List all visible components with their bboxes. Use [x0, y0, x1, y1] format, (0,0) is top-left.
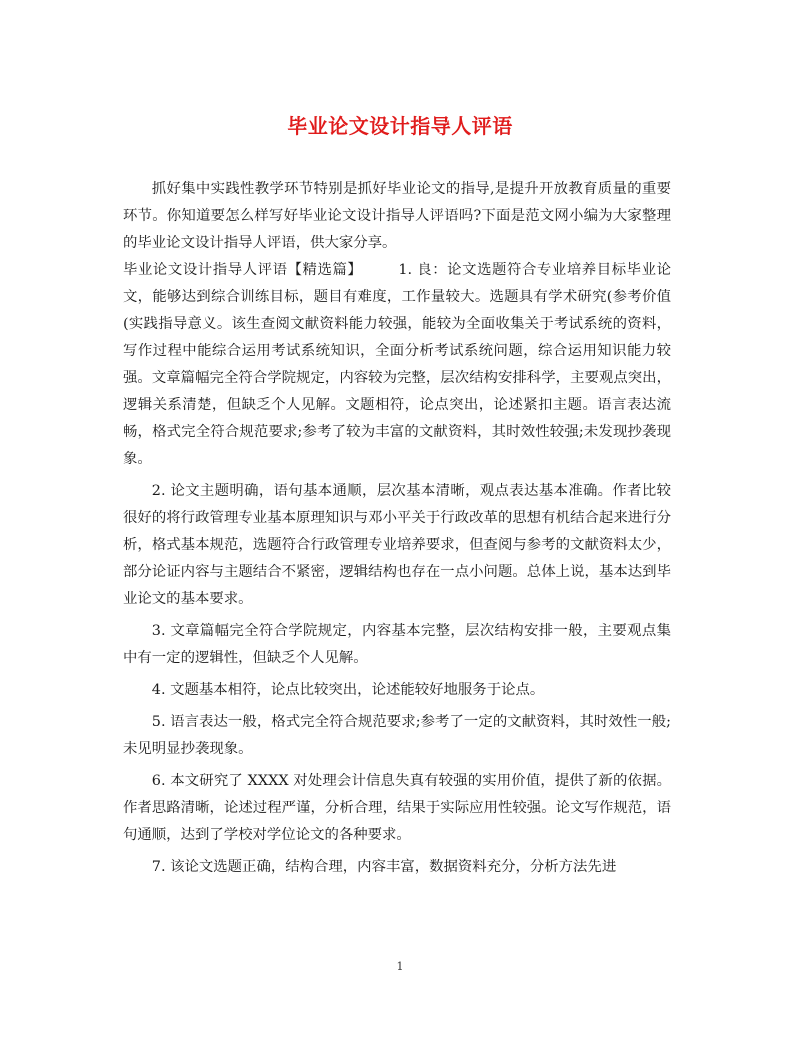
- list-item-3: 3. 文章篇幅完全符合学院规定，内容基本完整，层次结构安排一般，主要观点集中有一定的逻辑性，但缺乏个人见解。: [123, 623, 671, 666]
- section-paragraph: [123, 257, 671, 473]
- list-item-4: 4. 文题基本相符，论点比较突出，论述能较好地服务于论点。: [151, 682, 545, 698]
- page-title: 毕业论文设计指导人评语: [287, 114, 513, 138]
- document-body: [123, 176, 671, 881]
- list-item-2: 2. 论文主题明确，语句基本通顺，层次基本清晰，观点表达基本准确。作者比较很好的将行政管理专业基本原理知识与邓小平关于行政改革的思想有机结合起来进行分析，格式基本规范，选题符合行政管理专业培养要求，但查阅与参考的文献资料太少，部分论证内容与主题结合不紧密，逻辑结构也存在一点小问题。总体上说，基本达到毕业论文的基本要求。: [123, 483, 671, 607]
- page-number: 1: [396, 960, 404, 973]
- intro-paragraph: 抓好集中实践性教学环节特别是抓好毕业论文的指导,是提升开放教育质量的重要环节。你知道要怎么样写好毕业论文设计指导人评语吗?下面是范文网小编为大家整理的毕业论文设计指导人评语，供大家分享。: [123, 181, 671, 251]
- list-item-1: 1. 良：论文选题符合专业培养目标毕业论文，能够达到综合训练目标，题目有难度，工作量较大。选题具有学术研究(参考价值(实践指导意义。该生查阅文献资料能力较强，能较为全面收集关于考试系统的资料，写作过程中能综合运用考试系统知识，全面分析考试系统问题，综合运用知识能力较强。文章篇幅完全符合学院规定，内容较为完整，层次结构安排科学，主要观点突出，逻辑关系清楚，但缺乏个人见解。文题相符，论点突出，论述紧扣主题。语言表达流畅，格式完全符合规范要求;参考了较为丰富的文献资料，其时效性较强;未发现抄袭现象。: [123, 262, 671, 467]
- list-item-5: 5. 语言表达一般，格式完全符合规范要求;参考了一定的文献资料，其时效性一般;未见明显抄袭现象。: [123, 714, 671, 757]
- section-heading: 毕业论文设计指导人评语【精选篇】: [123, 262, 363, 278]
- list-item-6: 6. 本文研究了 XXXX 对处理会计信息失真有较强的实用价值，提供了新的依据。作者思路清晰，论述过程严谨，分析合理，结果于实际应用性较强。论文写作规范，语句通顺，达到了学校对学位论文的各种要求。: [123, 773, 671, 843]
- list-item-7: 7. 该论文选题正确，结构合理，内容丰富，数据资料充分，分析方法先进: [151, 859, 617, 875]
